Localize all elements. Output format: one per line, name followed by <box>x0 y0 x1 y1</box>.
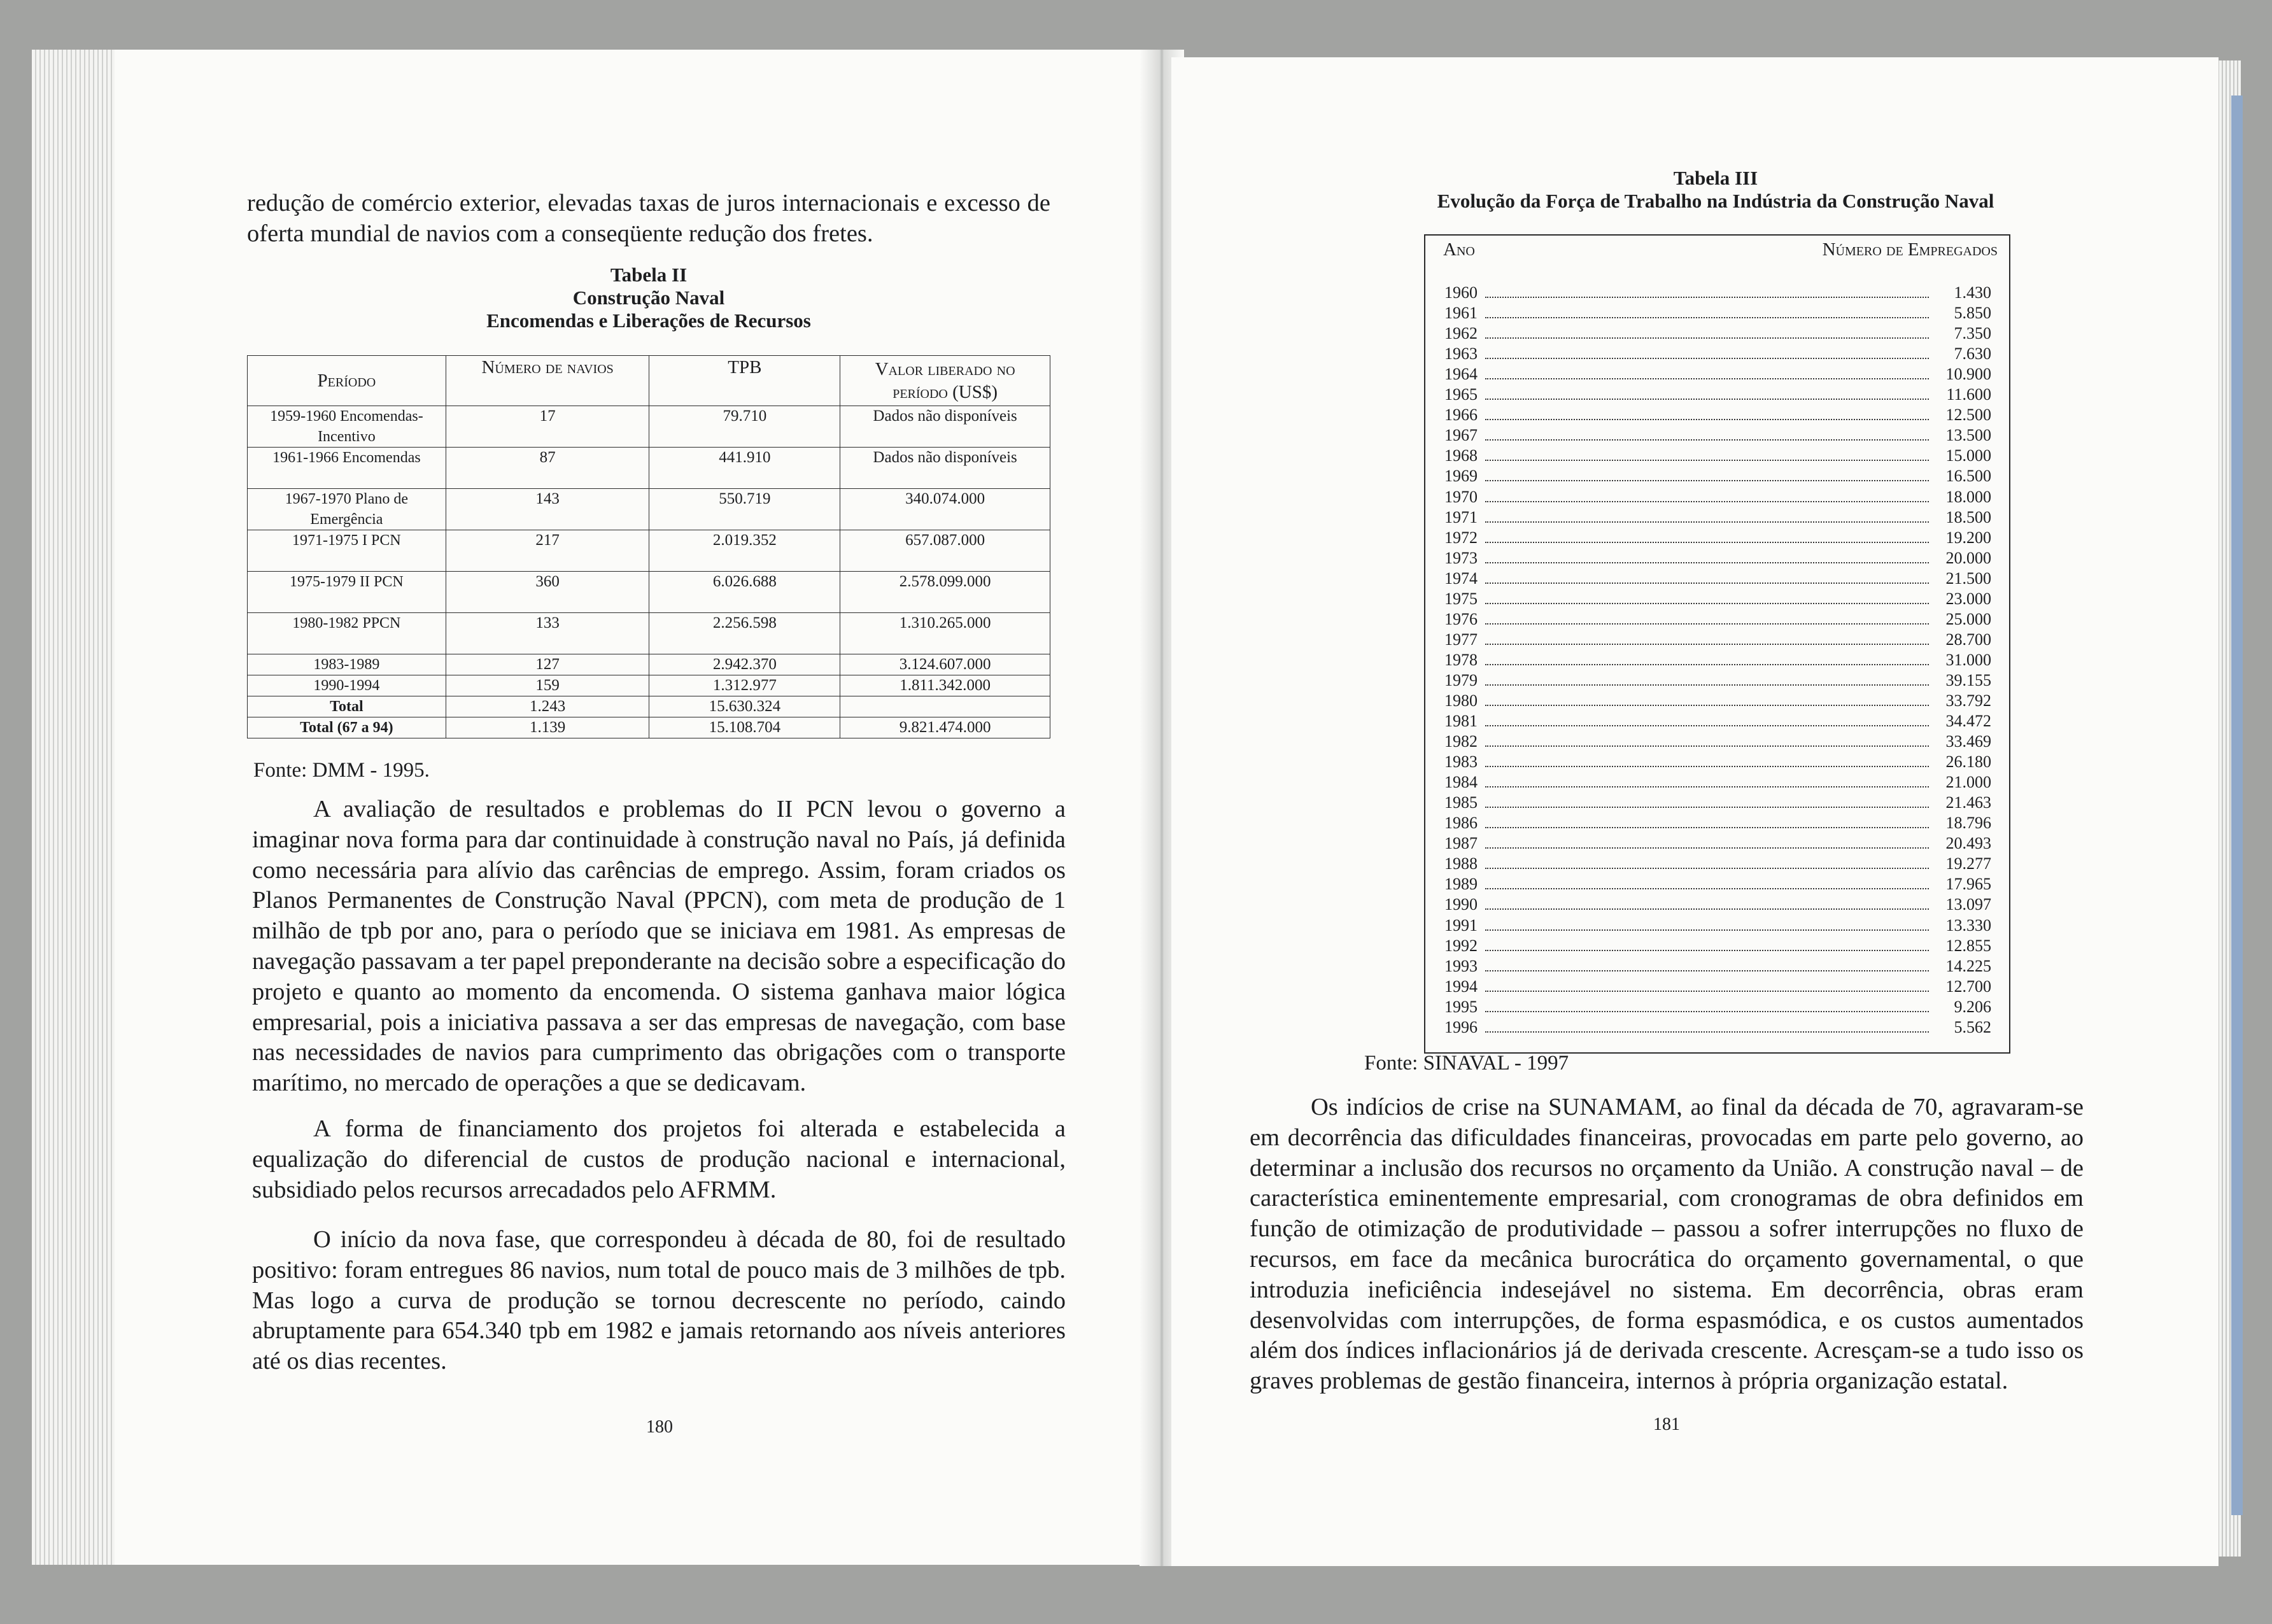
table2-subtitle: Construção Naval <box>572 286 725 309</box>
dot-leader <box>1485 1010 1929 1012</box>
table2-cell-ships: 1.243 <box>446 696 649 717</box>
table3-employees: 1.430 <box>1954 283 1991 302</box>
dot-leader <box>1485 378 1929 379</box>
table3-employees: 34.472 <box>1945 712 1991 731</box>
table-row <box>248 530 1050 572</box>
table3-source: Fonte: SINAVAL - 1997 <box>1364 1052 1569 1075</box>
table2-cell-value: 657.087.000 <box>840 530 1050 572</box>
table2-cell-tpb: 1.312.977 <box>649 675 840 696</box>
table-row <box>1444 547 1991 568</box>
table-row <box>1444 527 1991 547</box>
dot-leader <box>1485 1031 1929 1033</box>
table3-employees: 15.000 <box>1945 446 1991 465</box>
intro-paragraph: redução de comércio exterior, elevadas taxas de juros internacionais e excesso de oferta mundial de navios com a conseqüente redução dos fretes. <box>247 190 1050 247</box>
table2-cell-period: 1990-1994 <box>248 675 446 696</box>
table2-cell-period: 1961-1966 Encomendas <box>248 448 446 489</box>
table2-cell-value: Dados não disponíveis <box>840 448 1050 489</box>
paragraph-ppcn: A avaliação de resultados e problemas do II PCN levou o governo a imaginar nova forma para dar continuidade à construção naval no País, já definida como necessária para alívio das carências de emprego. Assim, foram criados os Planos Permanentes de Construção Naval (PPCN), com meta de produção de 1 milhão de tpb por ano, para o período que se iniciava em 1981. As empresas de navegação passavam a ter papel preponderante na decisão sobre a especificação do projeto e quanto ao momento da encomenda. O sistema ganhava maior lógica empresarial, pois a iniciativa passava a ser das empresas de navegação, com base nas necessidades de navios para cumprimento das obrigações com o transporte marítimo, no mercado de operações a que se dedicavam. <box>252 796 1066 1097</box>
table3-employees: 18.796 <box>1945 814 1991 833</box>
table3-year: 1966 <box>1444 406 1478 425</box>
table2-header-tpb: TPB <box>649 356 840 406</box>
table3-employees: 7.350 <box>1954 324 1991 343</box>
dot-leader <box>1485 663 1929 665</box>
table3-employees: 33.792 <box>1945 691 1991 710</box>
table2-cell-tpb: 550.719 <box>649 489 840 530</box>
table3-employees: 23.000 <box>1945 589 1991 608</box>
table3-employees: 21.500 <box>1945 568 1991 588</box>
table-row <box>248 572 1050 613</box>
table3-employees: 5.562 <box>1954 1017 1991 1036</box>
table-row <box>1444 833 1991 853</box>
table-row <box>1444 996 1991 1017</box>
dot-leader <box>1485 786 1929 787</box>
table3-year: 1963 <box>1444 344 1478 364</box>
table-row <box>1444 894 1991 914</box>
table-row <box>1444 976 1991 996</box>
dot-leader <box>1485 296 1929 298</box>
table3-year: 1979 <box>1444 670 1478 689</box>
table3-year: 1962 <box>1444 324 1478 343</box>
page-number-right: 181 <box>1653 1415 1680 1434</box>
table2-header-row <box>248 356 1050 406</box>
dot-leader <box>1485 847 1929 849</box>
dot-leader <box>1485 623 1929 625</box>
table3-year: 1992 <box>1444 936 1478 955</box>
table-row <box>1444 445 1991 465</box>
table3-year: 1996 <box>1444 1017 1478 1036</box>
table3-employees: 10.900 <box>1945 365 1991 384</box>
dot-leader <box>1485 867 1929 869</box>
table3-employees: 12.855 <box>1945 936 1991 955</box>
table3-year: 1991 <box>1444 915 1478 935</box>
table2-source: Fonte: DMM - 1995. <box>253 759 430 782</box>
table3-year: 1968 <box>1444 446 1478 465</box>
table2-cell-period: 1980-1982 PPCN <box>248 613 446 654</box>
dot-leader <box>1485 765 1929 767</box>
table-row <box>1444 609 1991 629</box>
table3-employees: 5.850 <box>1954 304 1991 323</box>
table2-cell-value: 9.821.474.000 <box>840 717 1050 738</box>
table3-employees: 16.500 <box>1945 467 1991 486</box>
table3-employees: 9.206 <box>1954 997 1991 1016</box>
dot-leader <box>1485 745 1929 747</box>
table-row <box>1444 792 1991 812</box>
table3-year: 1960 <box>1444 283 1478 302</box>
table2-cell-ships: 127 <box>446 654 649 675</box>
table-row <box>1444 282 1991 302</box>
table3-header-year: Ano <box>1443 239 1475 260</box>
table3-year: 1995 <box>1444 997 1478 1016</box>
table3-year: 1984 <box>1444 773 1478 792</box>
table2-cell-value: 1.310.265.000 <box>840 613 1050 654</box>
dot-leader <box>1485 887 1929 889</box>
dot-leader <box>1485 949 1929 951</box>
dot-leader <box>1485 602 1929 604</box>
table-row <box>1444 873 1991 894</box>
book-cover-edge <box>2231 95 2243 1515</box>
dot-leader <box>1485 704 1929 706</box>
table-row <box>248 696 1050 717</box>
table3-year: 1983 <box>1444 752 1478 772</box>
table3-year: 1978 <box>1444 650 1478 669</box>
table3-subtitle: Evolução da Força de Trabalho na Indústria da Construção Naval <box>1437 190 1994 212</box>
table2-cell-tpb: 6.026.688 <box>649 572 840 613</box>
table2-cell-ships: 159 <box>446 675 649 696</box>
table3-year: 1988 <box>1444 854 1478 873</box>
page-number-left: 180 <box>646 1417 673 1437</box>
book-page-edges-left <box>32 50 115 1565</box>
table2-cell-tpb: 2.942.370 <box>649 654 840 675</box>
table3-employees: 14.225 <box>1945 956 1991 975</box>
dot-leader <box>1485 826 1929 828</box>
table2-cell-tpb: 2.019.352 <box>649 530 840 572</box>
table3-year: 1961 <box>1444 304 1478 323</box>
table-row <box>1444 914 1991 935</box>
table3-employees: 26.180 <box>1945 752 1991 772</box>
table2-cell-ships: 143 <box>446 489 649 530</box>
table-row <box>1444 486 1991 506</box>
table2-cell-value: Dados não disponíveis <box>840 406 1050 448</box>
table-row <box>1444 302 1991 323</box>
table-row <box>1444 772 1991 792</box>
table-row <box>1444 670 1991 690</box>
dot-leader <box>1485 724 1929 726</box>
table3-employees: 11.600 <box>1946 385 1991 404</box>
table2-cell-tpb: 2.256.598 <box>649 613 840 654</box>
table3-employees: 25.000 <box>1945 609 1991 628</box>
table3-year: 1971 <box>1444 507 1478 526</box>
table2-cell-period: Total <box>248 696 446 717</box>
table3-year: 1980 <box>1444 691 1478 710</box>
dot-leader <box>1485 541 1929 543</box>
table2-cell-value <box>840 696 1050 717</box>
table3-year: 1977 <box>1444 630 1478 649</box>
table3-employees: 39.155 <box>1945 670 1991 689</box>
table3-employees: 12.700 <box>1945 977 1991 996</box>
table-row <box>1444 956 1991 976</box>
dot-leader <box>1485 337 1929 339</box>
table2-cell-value: 340.074.000 <box>840 489 1050 530</box>
table-row <box>1444 364 1991 384</box>
table2-cell-value: 2.578.099.000 <box>840 572 1050 613</box>
table3-year: 1972 <box>1444 528 1478 547</box>
table2-cell-ships: 87 <box>446 448 649 489</box>
table-row <box>248 654 1050 675</box>
paragraph-financing: A forma de financiamento dos projetos foi alterada e estabelecida a equalização do diferencial de custos de produção nacional e internacional, subsidiado pelos recursos arrecadados pelo AFRMM. <box>252 1115 1066 1203</box>
table3-header-employees: Número de Empregados <box>1822 239 1998 260</box>
table2 <box>247 355 1050 738</box>
table3-year: 1975 <box>1444 589 1478 608</box>
dot-leader <box>1485 561 1929 563</box>
table3-year: 1965 <box>1444 385 1478 404</box>
dot-leader <box>1485 990 1929 992</box>
table3-year: 1969 <box>1444 467 1478 486</box>
table3-year: 1981 <box>1444 712 1478 731</box>
table2-cell-value: 1.811.342.000 <box>840 675 1050 696</box>
table-row <box>1444 1017 1991 1037</box>
table2-cell-period: 1983-1989 <box>248 654 446 675</box>
dot-leader <box>1485 521 1929 523</box>
table-row <box>1444 343 1991 364</box>
table3-employees: 21.463 <box>1945 793 1991 812</box>
table3-employees: 19.277 <box>1945 854 1991 873</box>
table-row <box>1444 384 1991 404</box>
table-row <box>1444 588 1991 609</box>
table3-year: 1967 <box>1444 426 1478 445</box>
table-row <box>1444 731 1991 751</box>
paragraph-new-phase: O início da nova fase, que correspondeu à década de 80, foi de resultado positivo: foram entregues 86 navios, num total de pouco mais de 3 milhões de tpb. Mas logo a curva de produção se tornou decrescente no período, caindo abruptamente para 654.340 tpb em 1982 e jamais retornando aos níveis anteriores até os dias recentes. <box>252 1226 1066 1375</box>
table3-title: Tabela III <box>1673 167 1758 189</box>
table2-header-ships: Número de navios <box>446 356 649 406</box>
dot-leader <box>1485 398 1929 400</box>
table-row <box>1444 425 1991 445</box>
table-row <box>1444 568 1991 588</box>
dot-leader <box>1485 357 1929 359</box>
table-row <box>1444 507 1991 527</box>
dot-leader <box>1485 439 1929 441</box>
table3-year: 1964 <box>1444 365 1478 384</box>
table2-header-value: Valor liberado no período (US$) <box>840 356 1050 406</box>
table2-cell-ships: 360 <box>446 572 649 613</box>
dot-leader <box>1485 479 1929 481</box>
table3-employees: 20.493 <box>1945 834 1991 853</box>
table-row <box>1444 465 1991 486</box>
table2-cell-ships: 17 <box>446 406 649 448</box>
table-row <box>1444 751 1991 772</box>
table3-year: 1986 <box>1444 814 1478 833</box>
table3-year: 1990 <box>1444 895 1478 914</box>
dot-leader <box>1485 929 1929 931</box>
table-row <box>1444 935 1991 956</box>
table3-year: 1993 <box>1444 956 1478 975</box>
table2-cell-period: 1959-1960 Encomendas-Incentivo <box>248 406 446 448</box>
table3-year: 1987 <box>1444 834 1478 853</box>
table2-cell-tpb: 79.710 <box>649 406 840 448</box>
table3-employees: 19.200 <box>1945 528 1991 547</box>
table3-employees: 21.000 <box>1945 773 1991 792</box>
table2-cell-ships: 133 <box>446 613 649 654</box>
table3-employees: 13.097 <box>1945 895 1991 914</box>
table3-employees: 17.965 <box>1945 875 1991 894</box>
table2-cell-period: 1971-1975 I PCN <box>248 530 446 572</box>
table2-cell-ships: 217 <box>446 530 649 572</box>
table3-employees: 33.469 <box>1945 732 1991 751</box>
table3-year: 1970 <box>1444 487 1478 506</box>
table3-employees: 13.330 <box>1945 915 1991 935</box>
table3-employees: 18.500 <box>1945 507 1991 526</box>
paragraph-sunamam-crisis: Os indícios de crise na SUNAMAM, ao final da década de 70, agravaram-se em decorrência das dificuldades financeiras, provocadas em parte pelo governo, ao determinar a inclusão dos recursos no orçamento da União. A construção naval – de característica eminentemente empresarial, com cronogramas de obra definidos em função de otimização de produtividade – passou a sofrer interrupções no fluxo de recursos, em face da mecânica burocrática do orçamento governamental, o que introduzia ineficiência indesejável no sistema. Em decorrência, obras eram desenvolvidas com interrupções, de forma espasmódica, e os custos aumentados além dos índices inflacionários já de derivada crescente. Acresçam-se a tudo isso os graves problemas de gestão financeira, internos à própria organização estatal. <box>1250 1094 2084 1395</box>
table2-cell-ships: 1.139 <box>446 717 649 738</box>
table-row <box>1444 323 1991 343</box>
dot-leader <box>1485 418 1929 420</box>
table3 <box>1424 234 2010 1054</box>
dot-leader <box>1485 459 1929 461</box>
table3-year: 1976 <box>1444 609 1478 628</box>
dot-leader <box>1485 684 1929 686</box>
table3-caption <box>1337 167 2094 213</box>
table-row <box>248 717 1050 738</box>
table3-year: 1973 <box>1444 548 1478 567</box>
dot-leader <box>1485 316 1929 318</box>
dot-leader <box>1485 806 1929 808</box>
table3-employees: 13.500 <box>1945 426 1991 445</box>
table2-title: Tabela II <box>610 264 688 286</box>
dot-leader <box>1485 582 1929 584</box>
table-row <box>1444 629 1991 649</box>
table-row <box>1444 812 1991 833</box>
dot-leader <box>1485 908 1929 910</box>
table-row <box>1444 649 1991 670</box>
table-row <box>248 613 1050 654</box>
table3-year: 1989 <box>1444 875 1478 894</box>
table-row <box>1444 710 1991 731</box>
table3-rows <box>1444 282 1991 1037</box>
table3-employees: 20.000 <box>1945 548 1991 567</box>
table2-cell-value: 3.124.607.000 <box>840 654 1050 675</box>
table-row <box>1444 690 1991 710</box>
table3-employees: 28.700 <box>1945 630 1991 649</box>
table2-subtitle-2: Encomendas e Liberações de Recursos <box>486 309 811 332</box>
table3-year: 1974 <box>1444 568 1478 588</box>
table-row <box>248 675 1050 696</box>
table2-cell-tpb: 15.108.704 <box>649 717 840 738</box>
table3-year: 1994 <box>1444 977 1478 996</box>
dot-leader <box>1485 643 1929 645</box>
table3-employees: 12.500 <box>1945 406 1991 425</box>
dot-leader <box>1485 500 1929 502</box>
table3-year: 1982 <box>1444 732 1478 751</box>
table-row <box>248 448 1050 489</box>
table3-employees: 7.630 <box>1954 344 1991 364</box>
table-row <box>248 489 1050 530</box>
table-row <box>1444 853 1991 873</box>
table2-cell-period: 1967-1970 Plano de Emergência <box>248 489 446 530</box>
table2-cell-tpb: 15.630.324 <box>649 696 840 717</box>
dot-leader <box>1485 970 1929 971</box>
table2-header-period: Período <box>248 356 446 406</box>
table3-employees: 31.000 <box>1945 650 1991 669</box>
table3-employees: 18.000 <box>1945 487 1991 506</box>
table-row <box>248 406 1050 448</box>
table3-year: 1985 <box>1444 793 1478 812</box>
table2-cell-period: Total (67 a 94) <box>248 717 446 738</box>
table2-cell-tpb: 441.910 <box>649 448 840 489</box>
table-row <box>1444 404 1991 425</box>
table2-cell-period: 1975-1979 II PCN <box>248 572 446 613</box>
table2-caption <box>247 264 1050 332</box>
